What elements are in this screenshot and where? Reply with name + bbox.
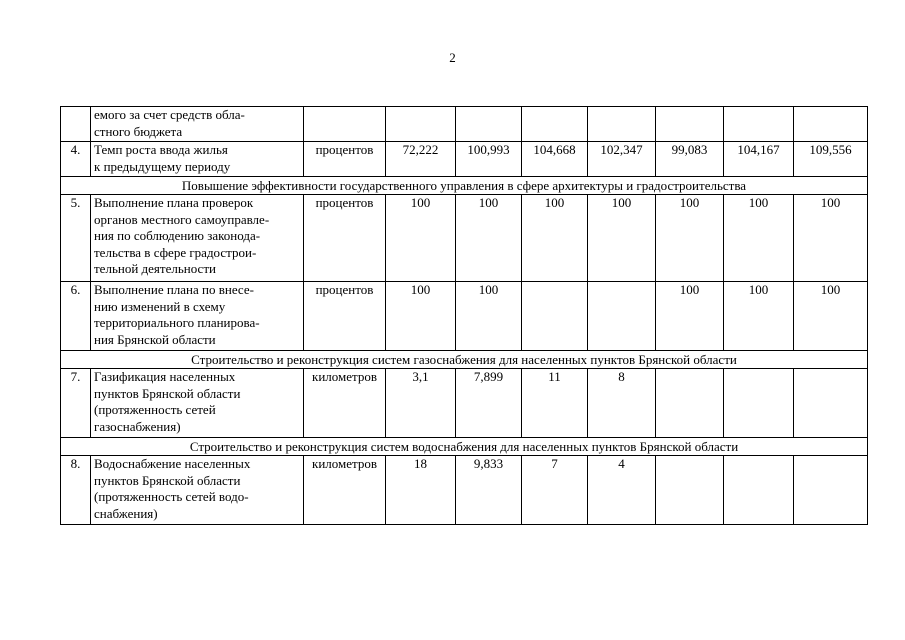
page-number: 2	[449, 50, 456, 65]
value-cell	[656, 107, 724, 142]
section-title: Повышение эффективности государственного управления в сфере архитектуры и градостроительства	[61, 177, 868, 195]
value-cell: 100	[456, 195, 522, 282]
section-header-row	[61, 177, 868, 195]
table-row	[61, 456, 868, 525]
indicator-name: Темп роста ввода жилья к предыдущему периоду	[91, 142, 304, 177]
value-cell	[656, 456, 724, 525]
value-cell: 4	[588, 456, 656, 525]
unit-cell: процентов	[304, 195, 386, 282]
value-cell: 100	[656, 282, 724, 351]
indicator-name: Водоснабжение населенных пунктов Брянской области (протяженность сетей водо- снабжения)	[91, 456, 304, 525]
value-cell	[522, 107, 588, 142]
table-row	[61, 282, 868, 351]
unit-cell	[304, 107, 386, 142]
value-cell	[386, 107, 456, 142]
value-cell: 100	[588, 195, 656, 282]
table-row	[61, 142, 868, 177]
value-cell: 11	[522, 369, 588, 438]
table-row	[61, 107, 868, 142]
value-cell	[656, 369, 724, 438]
unit-cell: процентов	[304, 282, 386, 351]
value-cell: 7,899	[456, 369, 522, 438]
value-cell	[456, 107, 522, 142]
table-row	[61, 195, 868, 282]
value-cell	[794, 456, 868, 525]
value-cell	[794, 107, 868, 142]
indicator-name: Газификация населенных пунктов Брянской области (протяженность сетей газоснабжения)	[91, 369, 304, 438]
row-number: 6.	[61, 282, 91, 351]
value-cell: 102,347	[588, 142, 656, 177]
value-cell	[724, 107, 794, 142]
value-cell	[522, 282, 588, 351]
value-cell: 100	[724, 195, 794, 282]
indicator-name: Выполнение плана проверок органов местного самоуправле- ния по соблюдению законода- тельства в сфере градострои- тельной деятельности	[91, 195, 304, 282]
row-number: 4.	[61, 142, 91, 177]
indicators-table	[60, 106, 868, 525]
indicator-name: Выполнение плана по внесе- нию изменений в схему территориального планирова- ния Брянской области	[91, 282, 304, 351]
value-cell: 100	[794, 195, 868, 282]
value-cell: 104,668	[522, 142, 588, 177]
indicator-name: емого за счет средств обла- стного бюджета	[91, 107, 304, 142]
section-header-row	[61, 351, 868, 369]
value-cell	[588, 107, 656, 142]
value-cell: 7	[522, 456, 588, 525]
value-cell: 8	[588, 369, 656, 438]
value-cell: 3,1	[386, 369, 456, 438]
value-cell: 72,222	[386, 142, 456, 177]
value-cell: 18	[386, 456, 456, 525]
section-title: Строительство и реконструкция систем водоснабжения для населенных пунктов Брянской области	[61, 438, 868, 456]
section-header-row	[61, 438, 868, 456]
value-cell: 100	[794, 282, 868, 351]
row-number: 8.	[61, 456, 91, 525]
row-number: 5.	[61, 195, 91, 282]
value-cell	[794, 369, 868, 438]
value-cell: 99,083	[656, 142, 724, 177]
row-number: 7.	[61, 369, 91, 438]
value-cell: 100	[386, 195, 456, 282]
section-title: Строительство и реконструкция систем газоснабжения для населенных пунктов Брянской области	[61, 351, 868, 369]
table-row	[61, 369, 868, 438]
value-cell	[724, 456, 794, 525]
value-cell	[724, 369, 794, 438]
value-cell: 100	[656, 195, 724, 282]
unit-cell: километров	[304, 369, 386, 438]
unit-cell: процентов	[304, 142, 386, 177]
value-cell: 100	[724, 282, 794, 351]
value-cell: 100,993	[456, 142, 522, 177]
value-cell: 100	[456, 282, 522, 351]
value-cell: 9,833	[456, 456, 522, 525]
value-cell: 109,556	[794, 142, 868, 177]
value-cell: 100	[522, 195, 588, 282]
row-number	[61, 107, 91, 142]
value-cell: 100	[386, 282, 456, 351]
value-cell: 104,167	[724, 142, 794, 177]
unit-cell: километров	[304, 456, 386, 525]
value-cell	[588, 282, 656, 351]
